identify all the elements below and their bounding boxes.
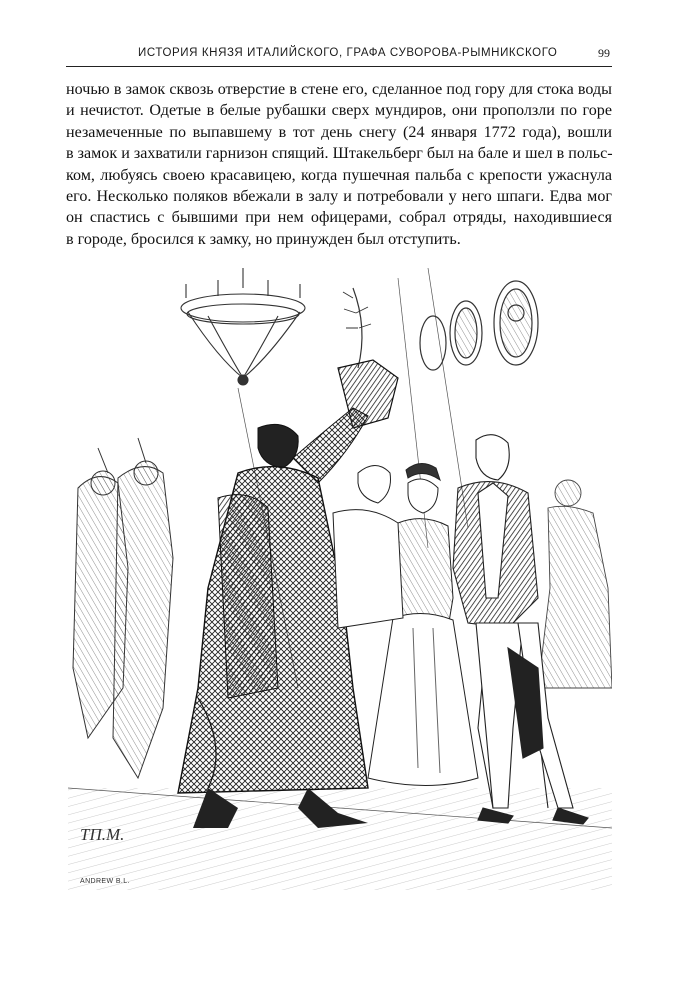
wall-portraits [420, 281, 538, 370]
text-line: в городе, бросился к замку, но принужден был отступить. [66, 230, 461, 248]
header-rule [66, 66, 612, 67]
engraver-credit: ANDREW B.L. [80, 878, 130, 885]
text-line: незамеченные по выпавшему в тот день снегу (24 января 1772 года), вошли [66, 123, 612, 141]
floor [68, 788, 612, 890]
running-title: ИСТОРИЯ КНЯЗЯ ИТАЛИЙСКОГО, ГРАФА СУВОРОВА-РЫМНИКСКОГО [138, 47, 558, 59]
ballroom-engraving [68, 268, 612, 890]
background-lady-right [538, 480, 612, 688]
officer-wig-left [333, 466, 403, 629]
text-line: он спастись с бывшими при нем офицерами, собрал отряды, находившиеся [66, 209, 612, 227]
body-paragraph [66, 79, 612, 250]
engraving-illustration [68, 268, 612, 890]
text-line: и нечистот. Одетые в белые рубашки сверх мундиров, они проползли по горе [66, 102, 612, 120]
illustrator-signature: ТП.М. [80, 825, 125, 844]
text-line: ночью в замок сквозь отверстие в стене его, сделанное под гору для стока воды [66, 81, 612, 98]
running-header [66, 47, 612, 63]
text-line: ком, любуясь своею красавицею, когда пушечная пальба с крепости ужаснула [66, 166, 612, 184]
text-line: его. Несколько поляков вбежали в залу и потребовали у него шпаги. Едва мог [66, 187, 612, 205]
page-number: 99 [598, 46, 610, 60]
background-soldiers [73, 438, 173, 778]
chandelier [181, 268, 305, 385]
plumed-hat [338, 288, 398, 428]
text-line: в замок и захватили гарнизон спящий. Штакельберг был на бале и шел в польс- [66, 145, 613, 163]
